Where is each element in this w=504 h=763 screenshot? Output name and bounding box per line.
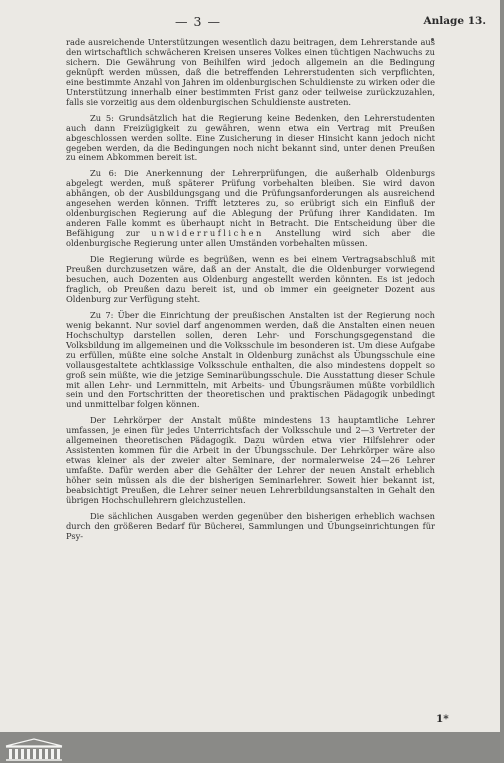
paragraph-zu-6-part-a: Zu 6: Die Anerkennung der Lehrerprüfungen, die außerhalb Oldenburgs abgelegt werden, muß späterer Prüfung vorbehalten bleiben. Sie wird davon abhängen, ob der Ausbildungsgang und die Prüfungsanforderungen als ausreichend angesehen werden können. Trifft letzteres zu, so erübrigt sich ein Einfluß der oldenburgischen Regierung auf die Ablegung der Prüfung ihrer Kandidaten. Im anderen Falle kommt es überhaupt nicht in Betracht. Die Entscheidung über die Befähigung zur xyxy=(66,168,435,239)
paragraph-ausgaben: Die sächlichen Ausgaben werden gegenüber den bisherigen erheblich wachsen durch den größeren Bedarf für Bücherei, Sammlungen und Übungseinrichtungen für Psy- xyxy=(66,510,435,541)
paragraph-zu-6 xyxy=(66,169,435,249)
scan-footer-bar xyxy=(0,732,504,763)
spaced-emphasis: unwiderruflichen xyxy=(151,228,264,239)
paragraph-zu-5: Zu 5: Grundsätzlich hat die Regierung keine Bedenken, den Lehrerstudenten auch dann Freizügigkeit zu gewähren, wenn etwa ein Vertrag mit Preußen abgeschlossen werden sollte. Eine Zusicherung in dieser Hinsicht kann jedoch nicht gegeben werden, da die Bedingungen noch nicht bekannt sind, unter denen Preußen zu einem Abkommen bereit ist. xyxy=(66,112,435,163)
signature-mark: 1* xyxy=(436,713,449,725)
paragraph-zu-6-part-b: Anstellung wird sich aber die oldenburgische Regierung unter allen Umständen vorbehalten müssen. xyxy=(66,228,436,249)
page-header xyxy=(0,14,500,32)
page-number: — 3 — xyxy=(175,14,221,29)
library-building-icon xyxy=(4,737,64,763)
paragraph-1: rade ausreichende Unterstützungen wesentlich dazu beitragen, dem Lehrerstande aus den wirtschaftlich schwächeren Kreisen unseres Volkes einen tüchtigen Nachwuchs zu sichern. Die Gewährung von Beihilfen wird jedoch allgemein an die Bedingung geknüpft werden müssen, daß die betreffenden Lehrerstudenten sich verpflichten, eine bestimmte Anzahl von Jahren im oldenburgischen Schuldienste zu wirken oder die Unterstützung innerhalb einer bestimmten Frist ganz oder teilweise zurückzuzahlen, falls sie vorzeitig aus dem oldenburgischen Schuldienste austreten. xyxy=(66,37,435,107)
annex-label: Anlage 13. xyxy=(423,15,486,27)
body-text xyxy=(66,38,435,548)
paragraph-regierung: Die Regierung würde es begrüßen, wenn es bei einem Vertragsabschluß mit Preußen durchzusetzen wäre, daß an der Anstalt, die die Oldenburger vorwiegend besuchen, auch Dozenten aus Oldenburg angestellt werden könnten. Es ist jedoch fraglich, ob Preußen dazu bereit ist, und ob immer ein geeigneter Dozent aus Oldenburg zur Verfügung steht. xyxy=(66,254,435,304)
paragraph-lehrkoerper: Der Lehrkörper der Anstalt müßte mindestens 13 hauptamtliche Lehrer umfassen, je einen für jedes Unterrichtsfach der Volksschule und 2—3 Vertreter der allgemeinen theoretischen Pädagogik. Dazu würden etwa vier Hilfslehrer oder Assistenten kommen für die Arbeit in der Übungsschule. Der Lehrkörper wäre also etwas kleiner als der zweier alter Seminare, der normalerweise 24—26 Lehrer umfaßte. Dafür werden aber die Gehälter der Lehrer der neuen Anstalt erheblich höher sein müssen als die der bisherigen Seminarlehrer. Soweit hier bekannt ist, beabsichtigt Preußen, die Lehrer seiner neuen Lehrerbildungsanstalten in Gehalt den übrigen Hochschullehrern gleichzustellen. xyxy=(66,415,435,505)
paragraph-zu-7: Zu 7: Über die Einrichtung der preußischen Anstalten ist der Regierung noch wenig bekannt. Nur soviel darf angenommen werden, daß die Anstalten einen neuen Hochschultyp darstellen sollen, deren Lehr- und Forschungsgegenstand die Volksbildung im allgemeinen und die Volksschule im besonderen ist. Um diese Aufgabe zu erfüllen, müßte eine solche Anstalt in Oldenburg zunächst als Übungsschule eine vollausgestaltete achtklassige Volksschule enthalten, die also mindestens doppelt so groß sein müßte, wie die jetzige Seminarübungsschule. Die Ausstattung dieser Schule mit allen Lehr- und Lernmitteln, mit Arbeits- und Übungsräumen müßte vorbildlich sein und den Fortschritten der theoretischen und praktischen Pädagogik unbedingt und unmittelbar folgen können. xyxy=(66,309,435,410)
